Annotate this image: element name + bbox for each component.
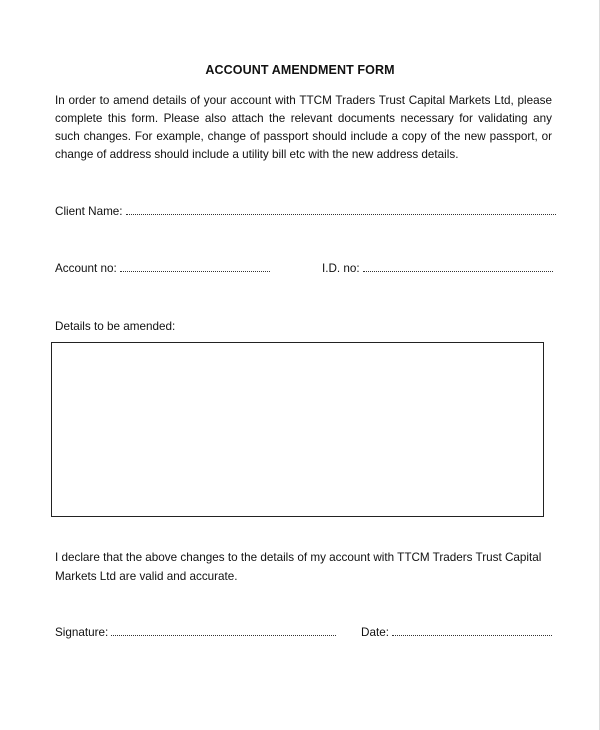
details-label: Details to be amended:: [55, 320, 176, 333]
form-title: ACCOUNT AMENDMENT FORM: [205, 63, 395, 77]
signature-label: Signature:: [55, 626, 109, 639]
client-name-label: Client Name:: [55, 205, 123, 218]
signature-dotted-line[interactable]: [111, 626, 336, 636]
signature-field[interactable]: [55, 626, 336, 639]
id-no-field[interactable]: [322, 262, 553, 275]
client-name-dotted-line[interactable]: [126, 205, 556, 215]
id-no-label: I.D. no:: [322, 262, 360, 275]
account-no-label: Account no:: [55, 262, 117, 275]
declaration-text: I declare that the above changes to the details of my account with TTCM Traders Trust Capital Markets Ltd are valid and accurate.: [55, 551, 542, 583]
intro-paragraph: In order to amend details of your account with TTCM Traders Trust Capital Markets Ltd, please complete this form. Please also attach the relevant documents necessary for validating any such changes. For example, change of passport should include a copy of the new passport, or change of address should include a utility bill etc with the new address details.: [55, 94, 552, 161]
account-no-field[interactable]: [55, 262, 270, 275]
date-field[interactable]: [361, 626, 552, 639]
id-no-dotted-line[interactable]: [363, 262, 553, 272]
details-to-be-amended-box[interactable]: [51, 342, 544, 517]
date-label: Date:: [361, 626, 389, 639]
account-no-dotted-line[interactable]: [120, 262, 270, 272]
date-dotted-line[interactable]: [392, 626, 552, 636]
client-name-field[interactable]: [55, 205, 556, 218]
